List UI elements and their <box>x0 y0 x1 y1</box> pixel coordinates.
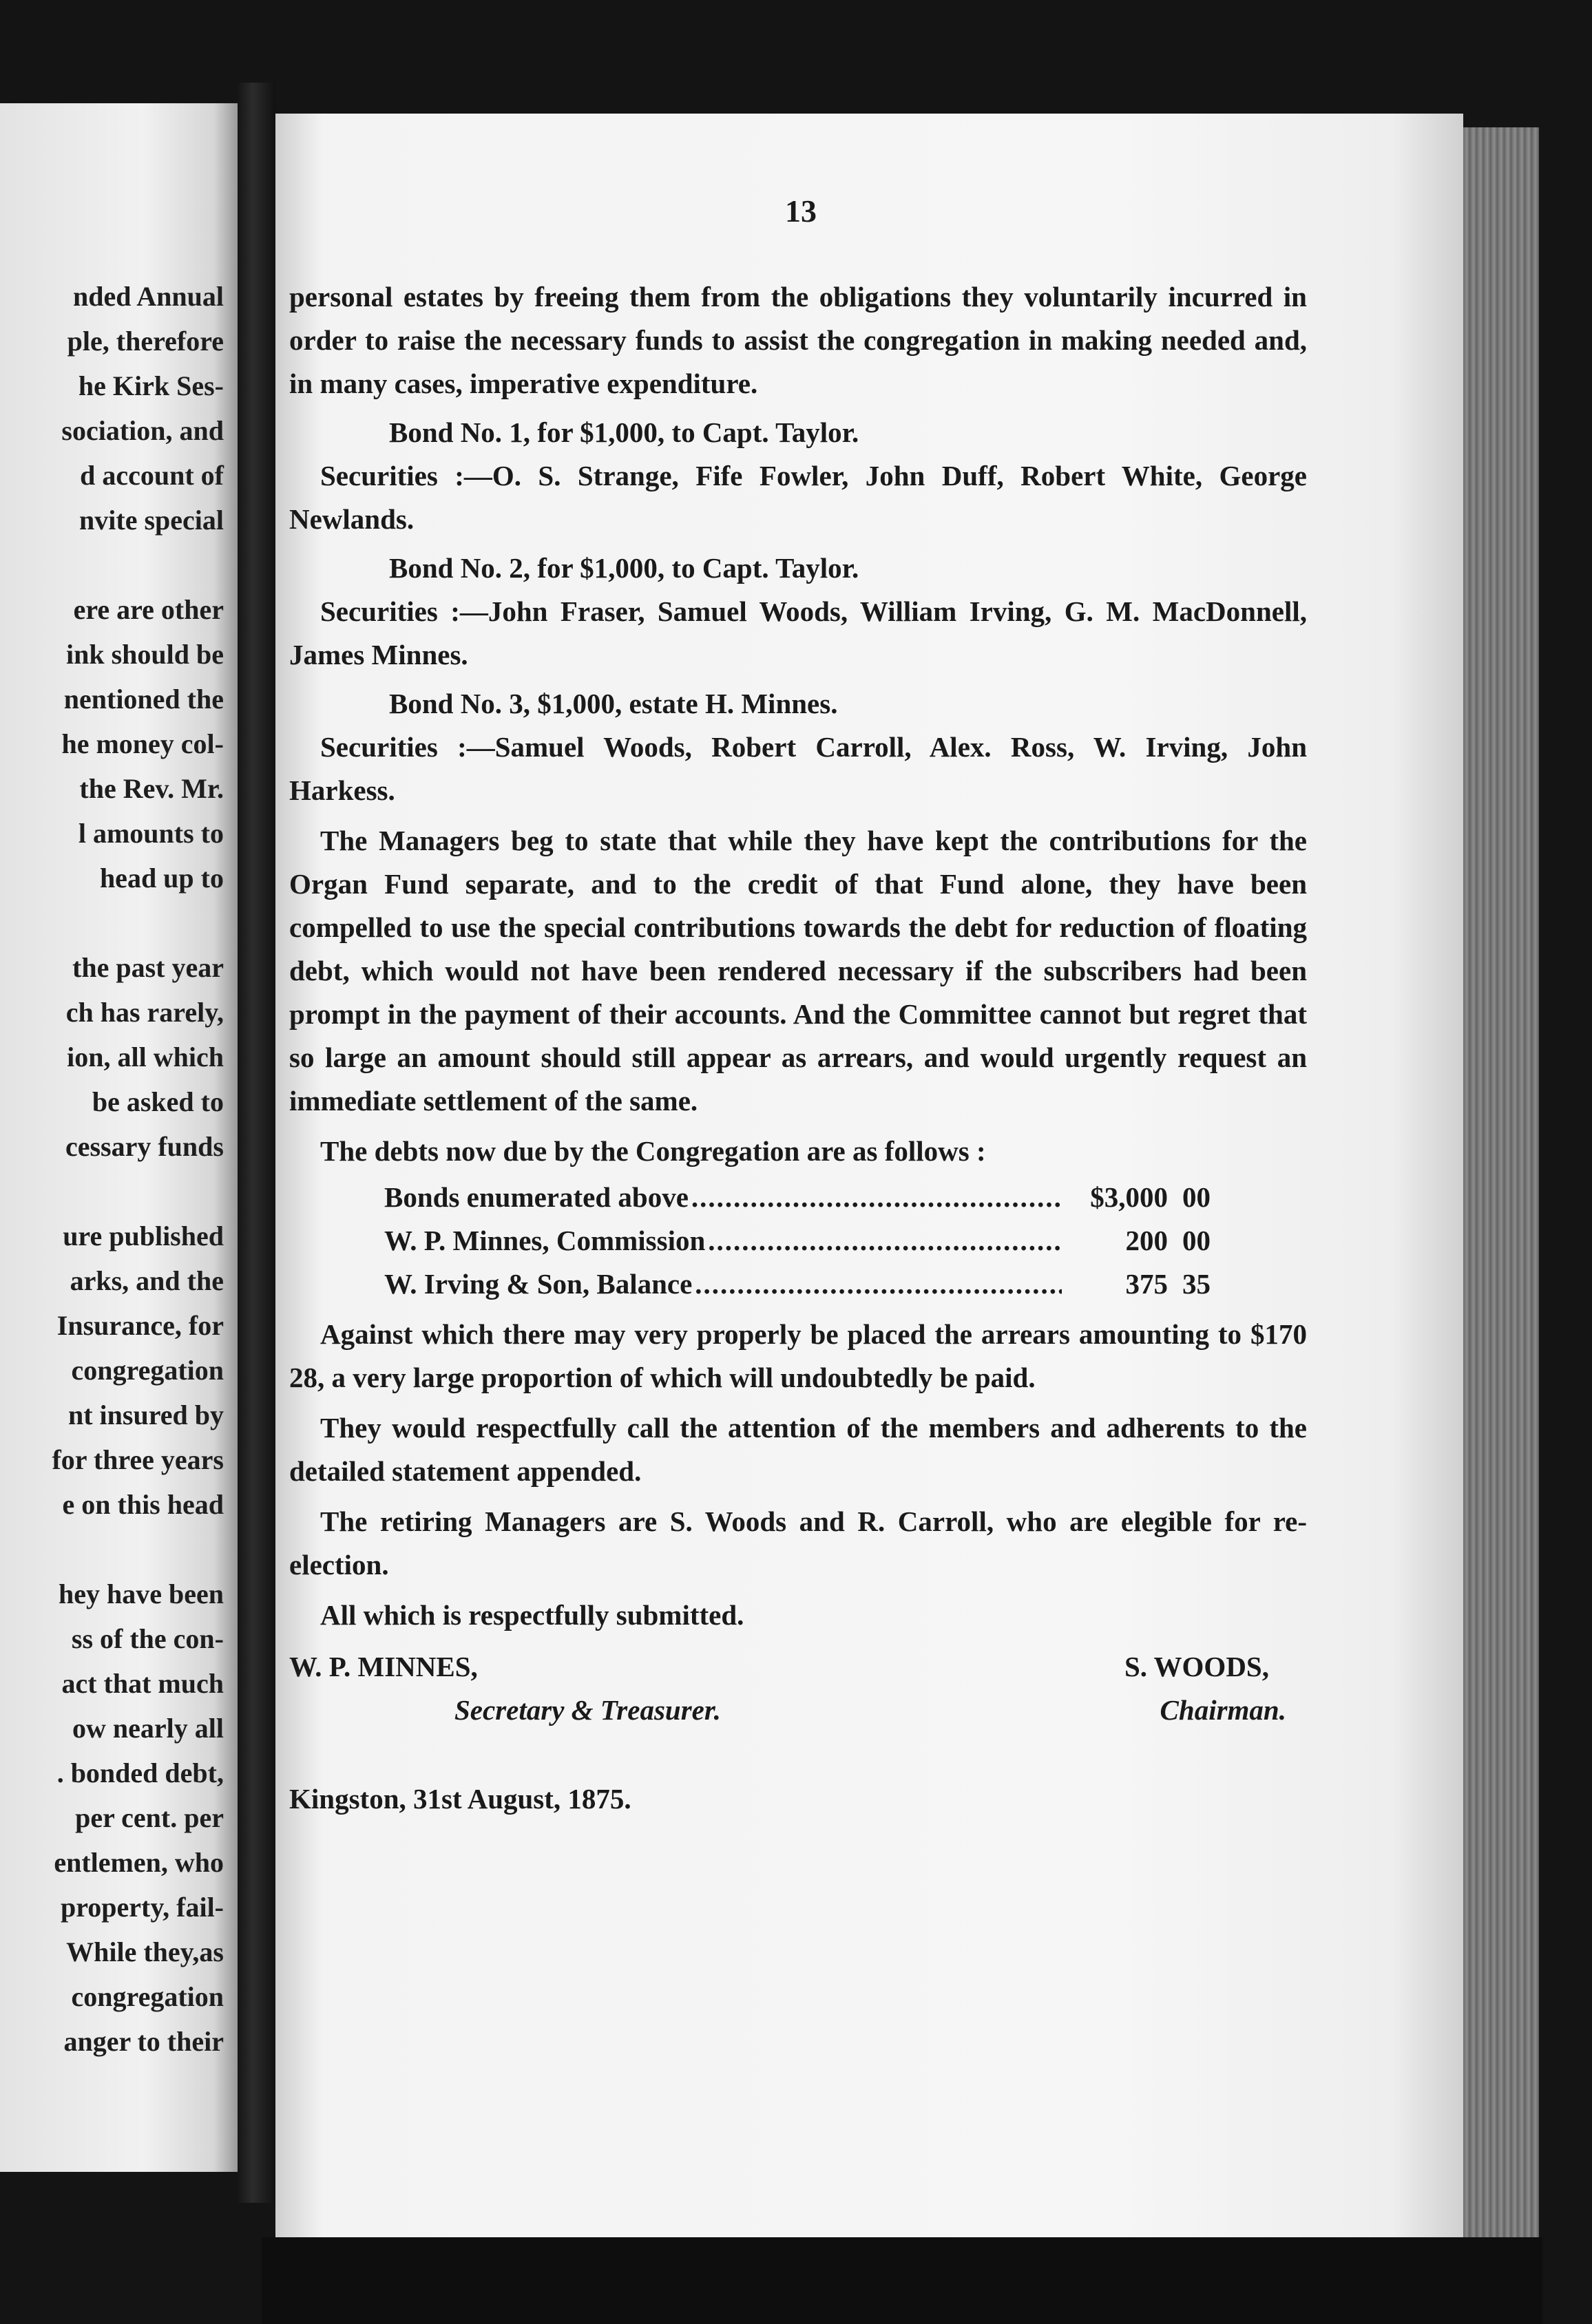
left-page-line: the past year <box>72 952 224 983</box>
signature-block <box>289 1645 1307 1790</box>
left-page-line: l amounts to <box>78 818 224 849</box>
debts-intro: The debts now due by the Congregation are as follows : <box>320 1135 986 1167</box>
left-page-line: anger to their <box>63 2026 224 2057</box>
left-page-line: While they,as <box>66 1936 224 1967</box>
chairman-signature <box>1124 1645 1286 1732</box>
left-page-line: nded Annual <box>72 281 224 312</box>
left-page-line: ion, all which <box>67 1042 224 1073</box>
left-page-line: cessary funds <box>65 1131 224 1162</box>
debt-name: W. P. Minnes, Commission <box>384 1225 706 1256</box>
securities-1: Securities :—O. S. Strange, Fife Fowler, John Duff, Robert White, George Newlands. <box>289 460 1307 535</box>
left-page-line: arks, and the <box>70 1265 224 1296</box>
debt-cents: 35 <box>1182 1268 1211 1300</box>
dot-leader <box>695 1263 1062 1306</box>
debt-cents: 00 <box>1182 1225 1211 1256</box>
bond-3: Bond No. 3, $1,000, estate H. Minnes. <box>389 688 838 719</box>
page-body <box>289 275 1307 1821</box>
dot-leader <box>708 1219 1062 1263</box>
debt-row <box>289 1219 1211 1263</box>
bottom-shadow <box>262 2237 1542 2324</box>
left-page-line: congregation <box>71 1981 224 2012</box>
left-page-line: entlemen, who <box>54 1847 224 1878</box>
left-page-line: Insurance, for <box>56 1310 224 1341</box>
left-page <box>0 103 238 2172</box>
left-page-text <box>0 274 224 2064</box>
left-page-line: e on this head <box>62 1489 224 1520</box>
secretary-name: W. P. MINNES, <box>289 1651 478 1682</box>
debt-name: Bonds enumerated above <box>384 1181 689 1213</box>
bond-1: Bond No. 1, for $1,000, to Capt. Taylor. <box>389 416 859 448</box>
left-page-line <box>0 542 224 587</box>
debts-table <box>289 1176 1307 1306</box>
secretary-title: Secretary & Treasurer. <box>454 1694 721 1726</box>
debt-row <box>289 1263 1211 1306</box>
left-page-line: per cent. per <box>75 1802 224 1833</box>
chairman-name: S. WOODS, <box>1124 1651 1269 1682</box>
left-page-line <box>0 900 224 945</box>
left-page-line: congregation <box>71 1355 224 1386</box>
secretary-signature <box>289 1645 721 1732</box>
dot-leader <box>691 1176 1062 1219</box>
debt-row <box>289 1176 1211 1219</box>
left-page-line: head up to <box>99 863 224 894</box>
left-page-line: property, fail- <box>60 1892 224 1923</box>
page-edges <box>1463 127 1539 2244</box>
managers-paragraph: The Managers beg to state that while they have kept the contributions for the Organ Fund separate, and to the credit of that Fund alone, they have been compelled to use the special contributions towards the debt for reduction of floating debt, which would not have been rendered necessary if the subscribers had been prompt in the payment of their accounts. And the Committee cannot but regret that so large an amount should still appear as arrears, and would urgently request an immediate settlement of the same. <box>289 825 1307 1117</box>
left-page-line <box>0 1527 224 1572</box>
left-page-line: he Kirk Ses- <box>78 370 224 401</box>
left-page-line: act that much <box>61 1668 224 1699</box>
left-page-line: . bonded debt, <box>56 1757 224 1788</box>
intro-paragraph: personal estates by freeing them from the obligations they voluntarily incurred in order to raise the necessary funds to assist the congregation in making needed and, in many cases, imperative expenditure. <box>289 281 1307 399</box>
page-number: 13 <box>785 193 817 229</box>
arrears-paragraph: Against which there may very properly be placed the arrears amounting to $170 28, a very large proportion of which will undoubtedly be paid. <box>289 1318 1307 1393</box>
left-page-line: for three years <box>52 1444 224 1475</box>
left-page-line: hey have been <box>59 1578 224 1609</box>
left-page-line: he money col- <box>61 728 224 759</box>
left-page-line: ss of the con- <box>71 1623 224 1654</box>
submitted-line: All which is respectfully submitted. <box>320 1599 744 1631</box>
securities-2: Securities :—John Fraser, Samuel Woods, William Irving, G. M. MacDonnell, James Minnes. <box>289 595 1307 670</box>
left-page-line: ch has rarely, <box>65 997 224 1028</box>
left-page-line: ere are other <box>73 594 224 625</box>
left-page-line <box>0 1169 224 1214</box>
debt-dollars: $3,000 <box>1090 1181 1168 1213</box>
left-page-line: nvite special <box>79 505 224 536</box>
left-page-line: sociation, and <box>61 415 224 446</box>
left-page-line: ow nearly all <box>72 1713 224 1744</box>
debt-dollars: 200 <box>1125 1225 1168 1256</box>
bond-2: Bond No. 2, for $1,000, to Capt. Taylor. <box>389 552 859 584</box>
debt-name: W. Irving & Son, Balance <box>384 1268 693 1300</box>
left-page-line: ple, therefore <box>67 326 224 357</box>
retiring-paragraph: The retiring Managers are S. Woods and R. Carroll, who are elegible for re-election. <box>289 1506 1307 1581</box>
securities-3: Securities :—Samuel Woods, Robert Carroll, Alex. Ross, W. Irving, John Harkess. <box>289 731 1307 806</box>
attention-paragraph: They would respectfully call the attention of the members and adherents to the detailed statement appended. <box>289 1412 1307 1487</box>
debt-cents: 00 <box>1182 1181 1211 1213</box>
debt-dollars: 375 <box>1125 1268 1168 1300</box>
left-page-line: the Rev. Mr. <box>79 773 224 804</box>
dateline: Kingston, 31st August, 1875. <box>289 1783 631 1815</box>
left-page-line: ink should be <box>65 639 224 670</box>
left-page-line: be asked to <box>92 1086 224 1117</box>
left-page-line: nentioned the <box>63 684 224 715</box>
left-page-line: nt insured by <box>67 1399 224 1430</box>
left-page-line: d account of <box>80 460 224 491</box>
left-page-line: ure published <box>63 1221 224 1251</box>
book-gutter <box>238 83 275 2203</box>
chairman-title: Chairman. <box>1160 1694 1286 1726</box>
